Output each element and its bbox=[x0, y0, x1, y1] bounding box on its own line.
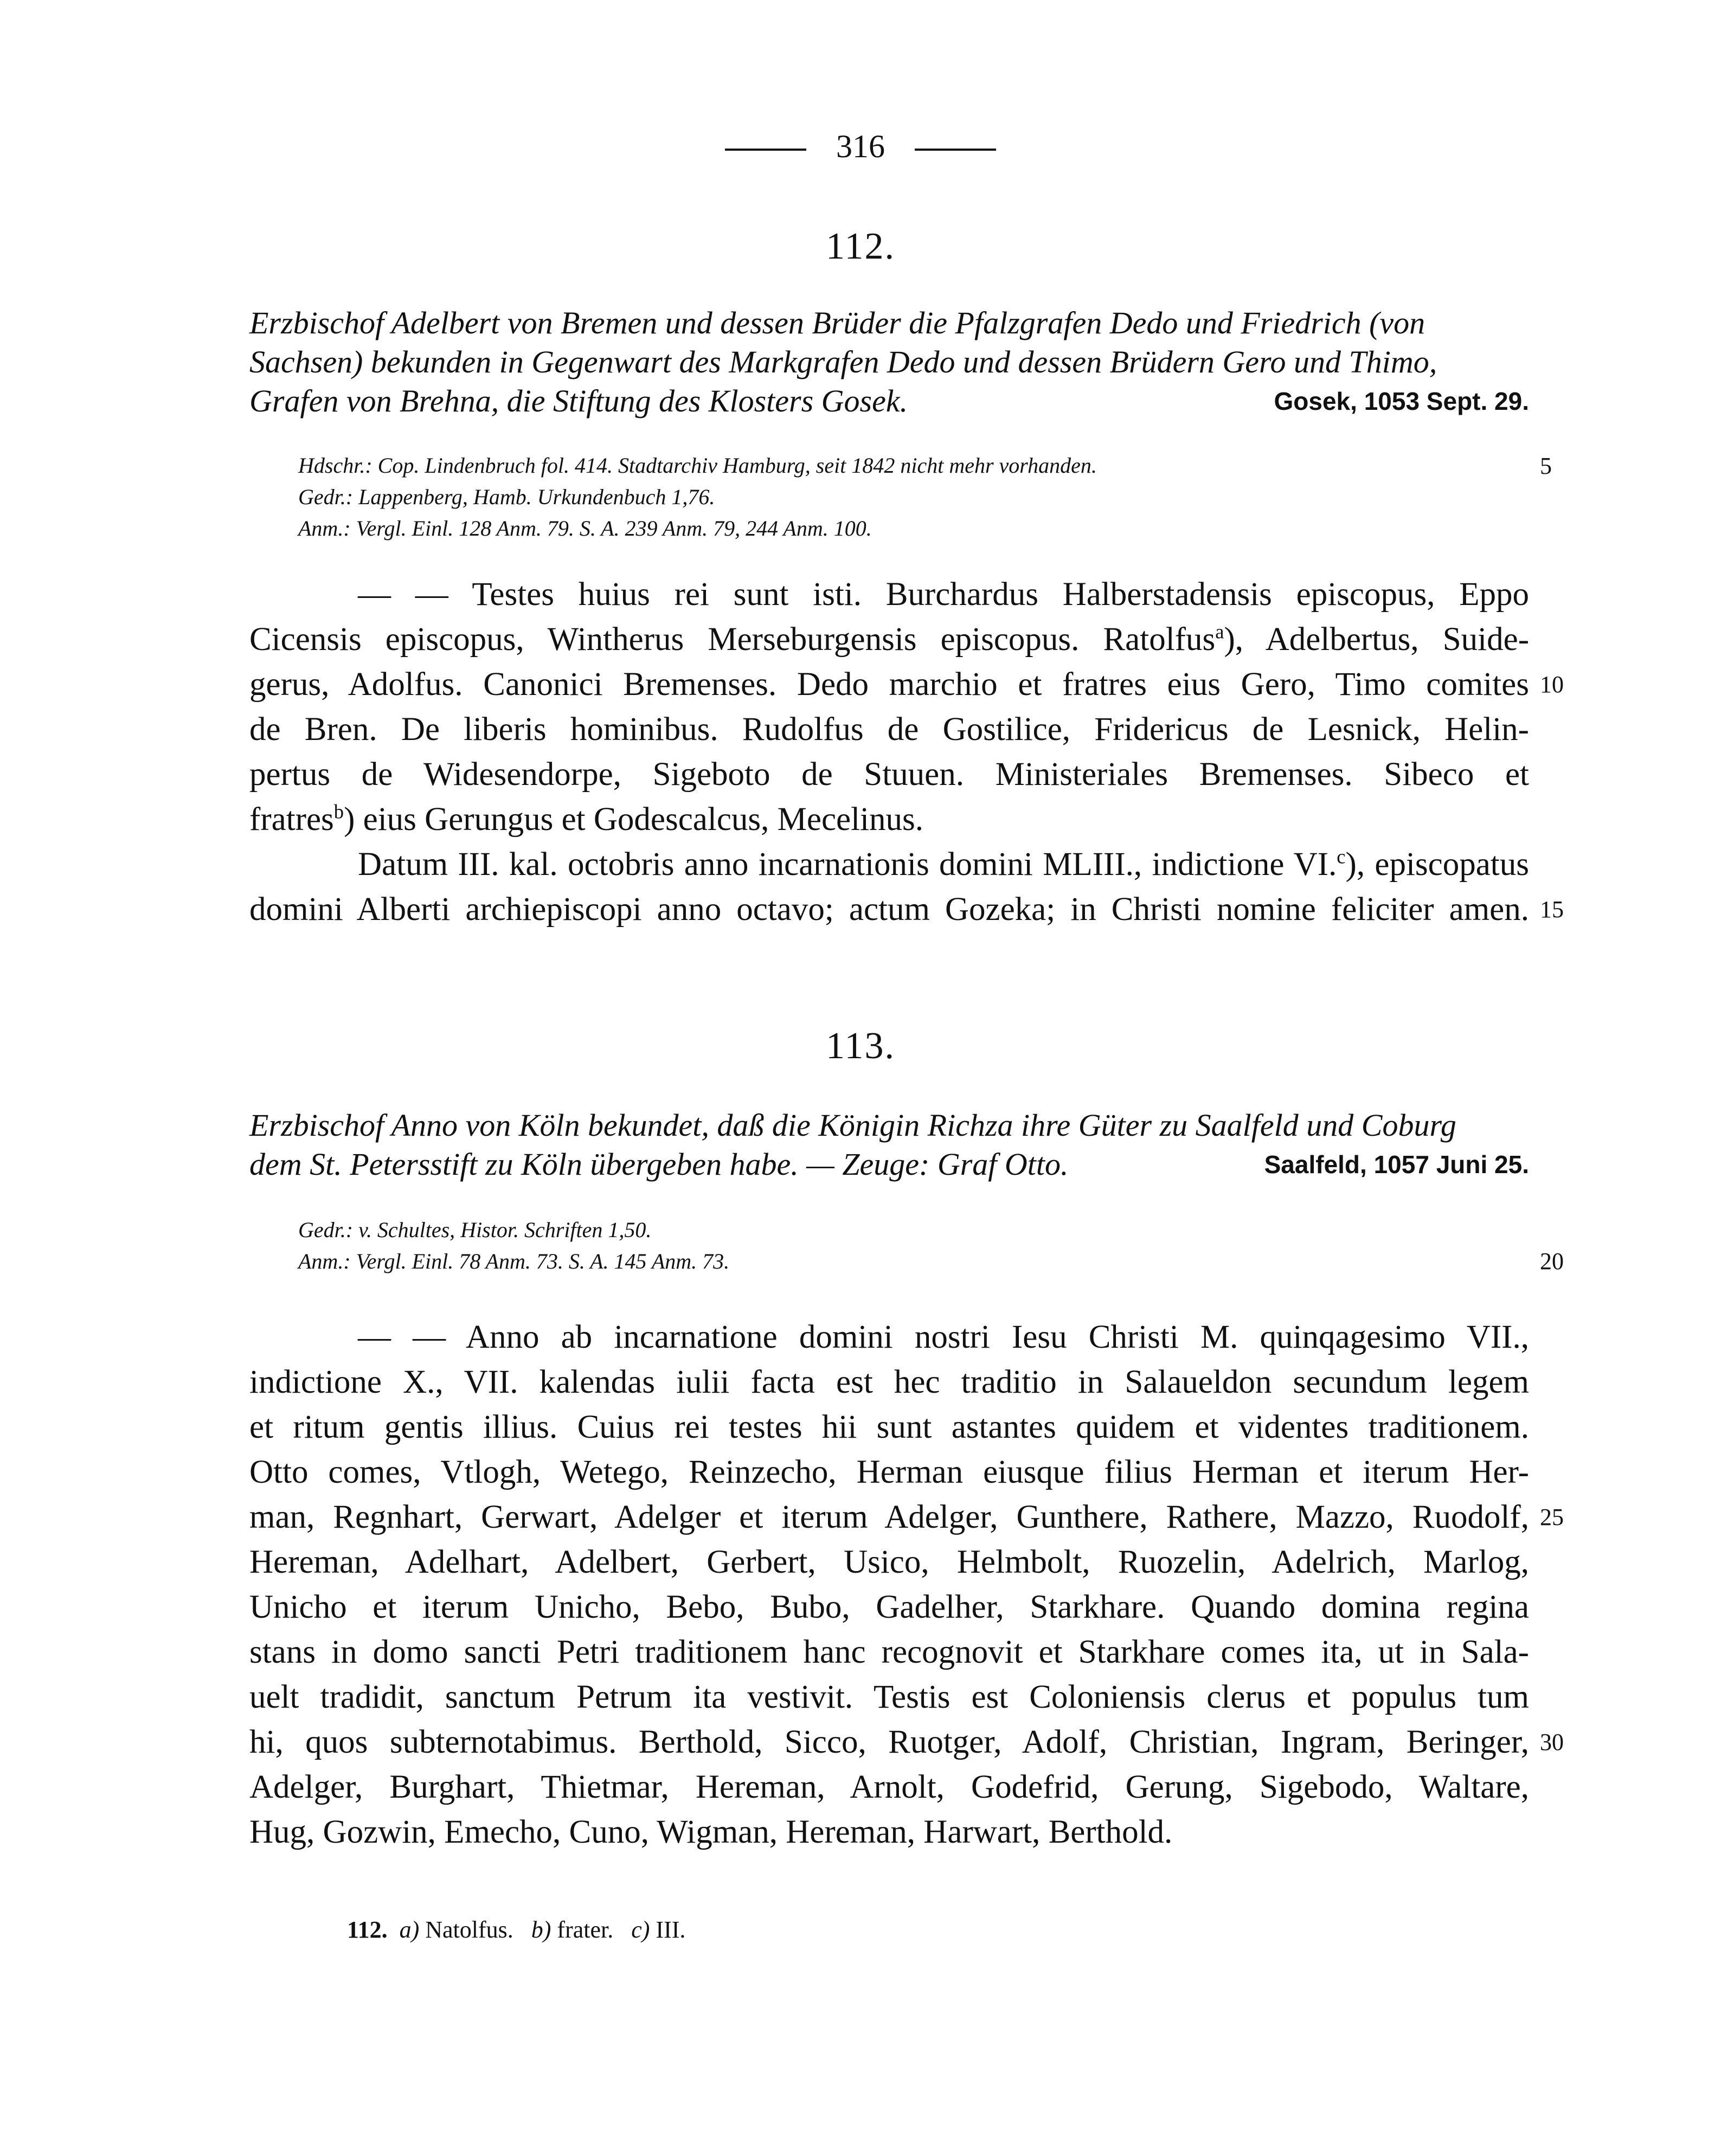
line-number: 10 bbox=[1540, 671, 1564, 698]
doc-113-text bbox=[249, 1315, 1529, 1855]
text-line: Hug, Gozwin, Emecho, Cuno, Wigman, Hereman, Harwart, Berthold. bbox=[249, 1814, 1173, 1850]
text-line: — — Anno ab incarnatione domini nostri Iesu Christi M. quinqagesimo VII., bbox=[358, 1319, 1529, 1355]
line-number: 5 bbox=[1540, 453, 1552, 479]
text-line: — — Testes huius rei sunt isti. Burchardus Halberstadensis episcopus, Eppo bbox=[358, 576, 1529, 613]
text-line: Cicensis episcopus, Wintherus Merseburgensis episcopus. Ratolfus$^a$), Adelbertus, Suide- bbox=[249, 620, 1530, 658]
apparatus-manuscript: Hdschr.: Cop. Lindenbruch fol. 414. Stadtarchiv Hamburg, seit 1842 nicht mehr vorhanden. bbox=[298, 453, 1097, 478]
doc-113-place-date: Saalfeld, 1057 Juni 25. bbox=[1264, 1150, 1529, 1179]
doc-112-apparatus bbox=[298, 450, 1529, 544]
line-number: 20 bbox=[1540, 1248, 1564, 1275]
text-line: uelt tradidit, sanctum Petrum ita vestivit. Testis est Coloniensis clerus et populus tum bbox=[249, 1679, 1529, 1715]
regest-line: Erzbischof Anno von Köln bekundet, daß die Königin Richza ihre Güter zu Saalfeld und Coburg bbox=[249, 1108, 1456, 1143]
footnote-b-text: frater. bbox=[557, 1916, 614, 1943]
header-rule-right bbox=[915, 149, 996, 151]
text-line: pertus de Widesendorpe, Sigeboto de Stuuen. Ministeriales Bremenses. Sibeco et bbox=[249, 756, 1529, 793]
apparatus-printed: Gedr.: Lappenberg, Hamb. Urkundenbuch 1,76. bbox=[298, 485, 715, 509]
text-line: hi, quos subternotabimus. Berthold, Sicco, Ruotger, Adolf, Christian, Ingram, Beringer, bbox=[249, 1724, 1529, 1760]
text-line: Unicho et iterum Unicho, Bebo, Bubo, Gadelher, Starkhare. Quando domina regina bbox=[249, 1589, 1529, 1625]
text-line: de Bren. De liberis hominibus. Rudolfus de Gostilice, Fridericus de Lesnick, Helin- bbox=[249, 711, 1529, 748]
doc-112-place-date: Gosek, 1053 Sept. 29. bbox=[1274, 387, 1529, 415]
text-line: domini Alberti archiepiscopi anno octavo; actum Gozeka; in Christi nomine feliciter amen. bbox=[249, 891, 1529, 928]
page-number: 316 bbox=[836, 128, 885, 164]
regest-line: Erzbischof Adelbert von Bremen und dessen Brüder die Pfalzgrafen Dedo und Friedrich (von bbox=[249, 305, 1425, 340]
doc-113-apparatus bbox=[298, 1214, 1529, 1277]
doc-113-regest bbox=[249, 1106, 1529, 1184]
footnote-a-key: a) bbox=[399, 1916, 420, 1943]
line-number: 15 bbox=[1540, 896, 1564, 923]
footnote-b-key: b) bbox=[531, 1916, 551, 1943]
line-number: 25 bbox=[1540, 1504, 1564, 1530]
doc-112-number: 112. bbox=[826, 226, 895, 267]
text-line: indictione X., VII. kalendas iulii facta est hec traditio in Salaueldon secundum legem bbox=[249, 1364, 1529, 1400]
doc-112-regest bbox=[249, 304, 1529, 421]
footnote-c-text: III. bbox=[656, 1916, 686, 1943]
text-line: Datum III. kal. octobris anno incarnationis domini MLIII., indictione VI.$^c$), episcopatus bbox=[358, 845, 1529, 883]
header-rule-left bbox=[725, 149, 806, 151]
apparatus-notes: Anm.: Vergl. Einl. 128 Anm. 79. S. A. 239 Anm. 79, 244 Anm. 100. bbox=[298, 516, 872, 540]
footnote-c-key: c) bbox=[631, 1916, 650, 1943]
regest-line bbox=[249, 1145, 1529, 1184]
text-line: et ritum gentis illius. Cuius rei testes hii sunt astantes quidem et videntes traditionem. bbox=[249, 1409, 1529, 1445]
apparatus-notes: Anm.: Vergl. Einl. 78 Anm. 73. S. A. 145 Anm. 73. bbox=[298, 1249, 730, 1273]
text-line: Adelger, Burghart, Thietmar, Hereman, Arnolt, Godefrid, Gerung, Sigebodo, Waltare, bbox=[249, 1769, 1529, 1805]
text-line: Otto comes, Vtlogh, Wetego, Reinzecho, Herman eiusque filius Herman et iterum Her- bbox=[249, 1454, 1529, 1490]
footnote-label: 112. bbox=[347, 1916, 388, 1943]
regest-line: Sachsen) bekunden in Gegenwart des Markgrafen Dedo und dessen Brüdern Gero und Thimo, bbox=[249, 344, 1437, 379]
doc-113-number: 113. bbox=[826, 1025, 895, 1067]
footnotes bbox=[347, 1914, 685, 1946]
apparatus-printed: Gedr.: v. Schultes, Histor. Schriften 1,50. bbox=[298, 1218, 652, 1242]
text-line: man, Regnhart, Gerwart, Adelger et iterum Adelger, Gunthere, Rathere, Mazzo, Ruodolf, bbox=[249, 1499, 1529, 1535]
line-number: 30 bbox=[1540, 1729, 1564, 1755]
text-line: gerus, Adolfus. Canonici Bremenses. Dedo marchio et fratres eius Gero, Timo comites bbox=[249, 666, 1529, 703]
regest-line bbox=[249, 382, 1529, 421]
regest-line-text: Grafen von Brehna, die Stiftung des Klosters Gosek. bbox=[249, 383, 908, 419]
text-line: stans in domo sancti Petri traditionem hanc recognovit et Starkhare comes ita, ut in Sala- bbox=[249, 1634, 1529, 1670]
page-header bbox=[0, 125, 1721, 168]
text-line: Hereman, Adelhart, Adelbert, Gerbert, Usico, Helmbolt, Ruozelin, Adelrich, Marlog, bbox=[249, 1544, 1529, 1580]
regest-line-text: dem St. Petersstift zu Köln übergeben habe. — Zeuge: Graf Otto. bbox=[249, 1147, 1069, 1182]
text-line: fratres$^b$) eius Gerungus et Godescalcus, Mecelinus. bbox=[249, 800, 923, 838]
footnote-a-text: Natolfus. bbox=[425, 1916, 513, 1943]
doc-112-text bbox=[249, 572, 1529, 932]
